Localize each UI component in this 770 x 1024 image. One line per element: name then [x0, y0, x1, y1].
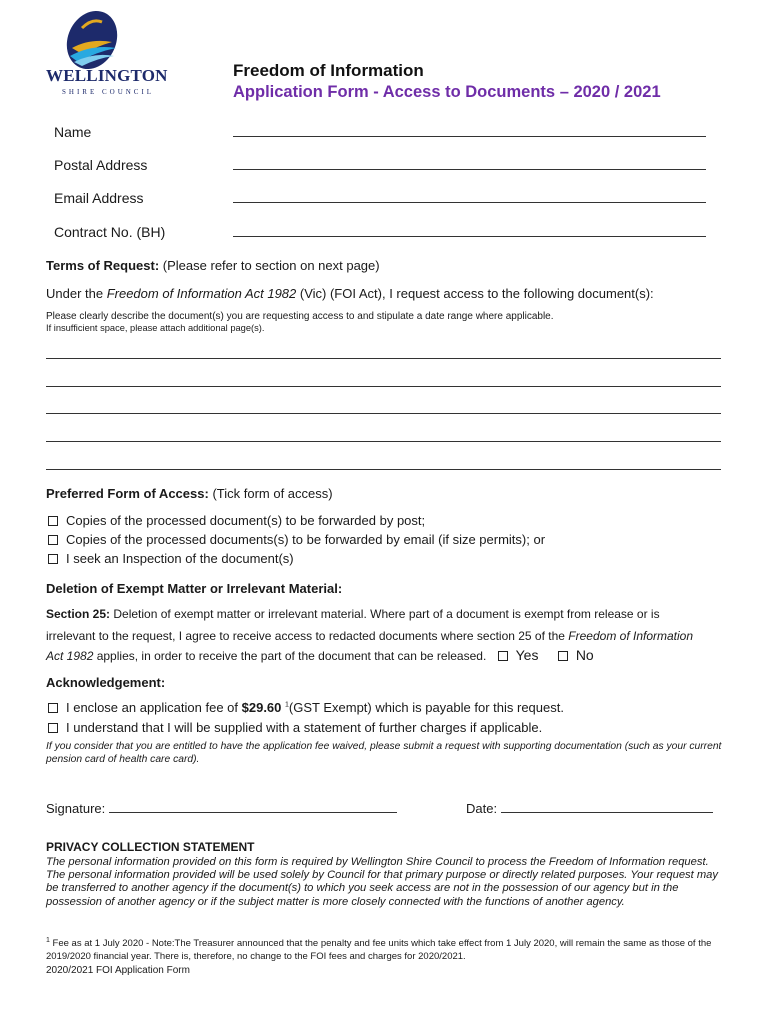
- signature-field[interactable]: [109, 800, 397, 813]
- email-address-field[interactable]: [233, 202, 706, 203]
- section-25-text-2: irrelevant to the request, I agree to receive access to redacted documents where section 25 of the: [46, 629, 569, 643]
- logo-subtitle: SHIRE COUNCIL: [62, 88, 155, 96]
- name-label: Name: [54, 124, 92, 140]
- page-title: Freedom of Information: [233, 61, 424, 80]
- date-row: [466, 800, 713, 816]
- fee-amount: $29.60: [241, 700, 282, 715]
- privacy-body: The personal information provided on this form is required by Wellington Shire Council to process the Freedom of Information request. The personal information provided will be used solely by Council for that primary purpose or directly related purposes. Your request may be transferred to another agency if the document(s) to which you seek access are not in the possession of our agency but in the possession of another agency or if the subject matter is more closely connected with the functions of another agency.: [46, 856, 719, 908]
- charges-label: I understand that I will be supplied with a statement of further charges if applicable.: [66, 720, 543, 735]
- signature-label: Signature:: [46, 801, 106, 816]
- checkbox-fee[interactable]: [48, 703, 58, 713]
- description-line-1[interactable]: [46, 358, 721, 359]
- fee-footnote: [46, 934, 736, 963]
- contract-no-label: Contract No. (BH): [54, 224, 166, 240]
- checkbox-post[interactable]: [48, 516, 58, 526]
- section-25-text-3: applies, in order to receive the part of the document that can be released.: [93, 649, 487, 663]
- email-address-label: Email Address: [54, 190, 144, 206]
- act-name: Freedom of Information Act 1982: [106, 286, 297, 301]
- preferred-access-note: (Tick form of access): [212, 486, 333, 501]
- footnote-text: Fee as at 1 July 2020 - Note:The Treasurer announced that the penalty and fee units which take effect from 1 July 2020, will remain the same as those of the 2019/2020 financial year. There is, therefore, no change to the FOI fees and charges for 2020/2021.: [46, 938, 712, 963]
- name-field[interactable]: [233, 136, 706, 137]
- option-inspection-label: I seek an Inspection of the document(s): [66, 551, 294, 566]
- act-name-part2: Act 1982: [46, 649, 94, 663]
- fee-prefix: I enclose an application fee of: [66, 700, 242, 715]
- preferred-access-heading: Preferred Form of Access:: [46, 486, 209, 501]
- page-footer: 2020/2021 FOI Application Form: [46, 965, 190, 976]
- fee-footnote-mark: 1: [285, 701, 289, 709]
- signature-row: [46, 800, 397, 816]
- no-option[interactable]: [558, 649, 594, 663]
- postal-address-label: Postal Address: [54, 157, 148, 173]
- access-option-inspection[interactable]: [48, 551, 294, 566]
- option-post-label: Copies of the processed document(s) to be forwarded by post;: [66, 513, 426, 528]
- fee-waiver-note: If you consider that you are entitled to have the application fee waived, please submit a request with supporting documentation (such as your current pension card of health care card).: [46, 741, 722, 765]
- postal-address-field[interactable]: [233, 169, 706, 170]
- checkbox-inspection[interactable]: [48, 554, 58, 564]
- access-option-post[interactable]: [48, 513, 425, 528]
- yes-option[interactable]: [498, 649, 539, 663]
- wellington-logo: [52, 8, 138, 100]
- footnote-mark: 1: [46, 937, 50, 944]
- option-email-label: Copies of the processed documents(s) to be forwarded by email (if size permits); or: [66, 532, 546, 547]
- foi-request-statement: [46, 286, 654, 301]
- contract-no-field[interactable]: [233, 236, 706, 237]
- privacy-heading: PRIVACY COLLECTION STATEMENT: [46, 840, 255, 854]
- insufficient-space-note: If insufficient space, please attach additional page(s).: [46, 323, 265, 333]
- section-25-line-3: [46, 647, 594, 663]
- section-25-text-1: Deletion of exempt matter or irrelevant material. Where part of a document is exempt from release or is: [110, 607, 660, 621]
- terms-heading-row: [46, 258, 380, 273]
- fee-acknowledgement[interactable]: [48, 700, 564, 715]
- under-suffix: (Vic) (FOI Act), I request access to the following document(s):: [296, 286, 654, 301]
- date-label: Date:: [466, 801, 498, 816]
- deletion-heading: Deletion of Exempt Matter or Irrelevant Material:: [46, 581, 343, 596]
- description-line-5[interactable]: [46, 469, 721, 470]
- act-name-part1: Freedom of Information: [568, 629, 694, 643]
- description-line-3[interactable]: [46, 413, 721, 414]
- no-label: No: [575, 647, 594, 663]
- description-line-4[interactable]: [46, 441, 721, 442]
- terms-heading: Terms of Request:: [46, 258, 160, 273]
- fee-suffix: (GST Exempt) which is payable for this request.: [288, 700, 564, 715]
- checkbox-yes[interactable]: [498, 651, 508, 661]
- section-25-label: Section 25:: [46, 607, 111, 621]
- terms-note: (Please refer to section on next page): [162, 258, 380, 273]
- access-option-email[interactable]: [48, 532, 545, 547]
- form-subtitle: Application Form - Access to Documents – 2020 / 2021: [233, 83, 661, 101]
- preferred-access-heading-row: [46, 486, 333, 501]
- checkbox-charges[interactable]: [48, 723, 58, 733]
- describe-instruction: Please clearly describe the document(s) you are requesting access to and stipulate a date range where applicable.: [46, 311, 554, 322]
- checkbox-email[interactable]: [48, 535, 58, 545]
- logo-wordmark: WELLINGTON: [46, 66, 168, 85]
- charges-acknowledgement[interactable]: [48, 720, 542, 735]
- under-prefix: Under the: [46, 286, 107, 301]
- section-25-line-1: [46, 607, 660, 621]
- description-line-2[interactable]: [46, 386, 721, 387]
- date-field[interactable]: [501, 800, 713, 813]
- section-25-line-2: [46, 629, 693, 643]
- acknowledgement-heading: Acknowledgement:: [46, 675, 166, 690]
- checkbox-no[interactable]: [558, 651, 568, 661]
- yes-label: Yes: [515, 647, 539, 663]
